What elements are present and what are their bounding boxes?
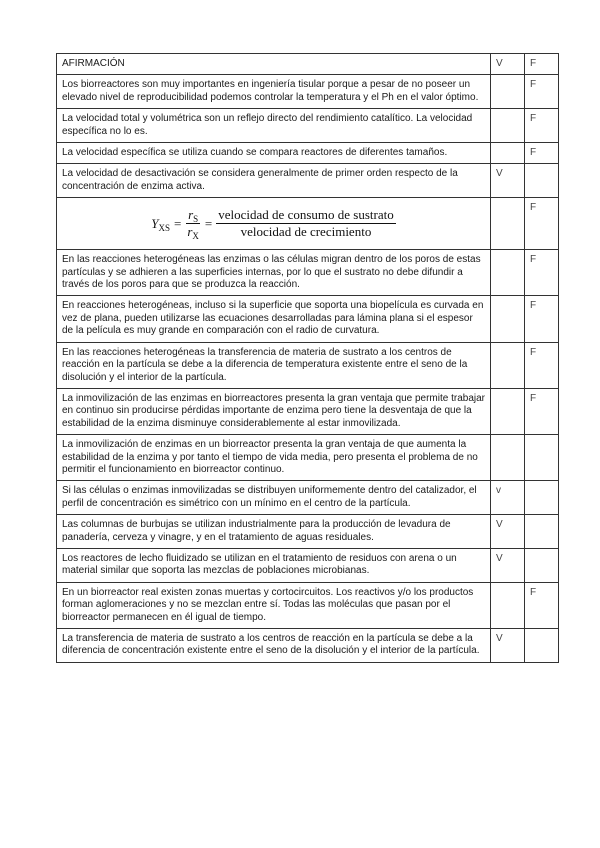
true-mark: V <box>491 164 525 198</box>
table-row <box>57 388 559 434</box>
formula-lhs: $Y_{XS}$ <box>151 215 171 233</box>
header-statement: AFIRMACIÓN <box>57 54 491 75</box>
false-mark: F <box>525 342 559 388</box>
header-true: V <box>491 54 525 75</box>
true-mark <box>491 296 525 342</box>
word-denominator: velocidad de crecimiento <box>240 224 372 240</box>
statement-text: En las reacciones heterogéneas las enzimas o las células migran dentro de los poros de estas partículas y se adhieren a las superficies internas, por lo que el sustrato no debe difundir a través de los poros para que se produzca la reacción. <box>57 250 491 296</box>
true-mark <box>491 75 525 109</box>
table-header-row <box>57 54 559 75</box>
table-row <box>57 342 559 388</box>
false-mark: F <box>525 296 559 342</box>
true-mark: V <box>491 548 525 582</box>
rate-fraction: $\frac{r_S}{r_X}$ <box>187 207 199 242</box>
yield-formula <box>151 207 395 242</box>
statement-text: La transferencia de materia de sustrato a los centros de reacción en la partícula se debe a la diferencia de concentración existente entre el seno de la disolución y el interior de la partícula. <box>57 629 491 663</box>
true-mark <box>491 582 525 628</box>
statement-text: La velocidad total y volumétrica son un reflejo directo del rendimiento catalítico. La velocidad específica no lo es. <box>57 109 491 143</box>
table-row <box>57 515 559 549</box>
statement-text: En reacciones heterogéneas, incluso si la superficie que soporta una biopelícula es curvada en vez de plana, pueden utilizarse las ecuaciones desarrolladas para lámina plana si el espesor de la película es muy grande en comparación con el radio de curvatura. <box>57 296 491 342</box>
false-mark: F <box>525 388 559 434</box>
table-row <box>57 629 559 663</box>
false-mark: F <box>525 143 559 164</box>
true-mark <box>491 435 525 481</box>
statement-text: La velocidad específica se utiliza cuando se compara reactores de diferentes tamaños. <box>57 143 491 164</box>
false-mark <box>525 515 559 549</box>
statement-text: Las columnas de burbujas se utilizan industrialmente para la producción de levadura de panadería, cerveza y vinagre, y en el tratamiento de aguas residuales. <box>57 515 491 549</box>
table-row <box>57 250 559 296</box>
word-fraction <box>216 208 395 239</box>
true-mark <box>491 342 525 388</box>
false-mark: F <box>525 582 559 628</box>
false-mark <box>525 629 559 663</box>
statement-text: La inmovilización de enzimas en un biorreactor presenta la gran ventaja de que aumenta la estabilidad de la enzima y por tanto el tiempo de vida media, pero presenta el problema de no permitir el funcionamiento en biorreactor continuo. <box>57 435 491 481</box>
table-row <box>57 582 559 628</box>
statement-text: En un biorreactor real existen zonas muertas y cortocircuitos. Los reactivos y/o los productos forman aglomeraciones y no se mezclan entre sí. Todas las moléculas que pasan por el biorreactor permanecen en él igual de tiempo. <box>57 582 491 628</box>
true-mark <box>491 198 525 250</box>
statement-text: Los reactores de lecho fluidizado se utilizan en el tratamiento de residuos con arena o un material similar que soporta las mezclas de poblaciones microbianas. <box>57 548 491 582</box>
header-false: F <box>525 54 559 75</box>
table-row <box>57 143 559 164</box>
true-mark: V <box>491 629 525 663</box>
statement-text: La inmovilización de las enzimas en biorreactores presenta la gran ventaja que permite trabajar en continuo sin producirse pérdidas importante de enzima pero tiene la desventaja de que la estabilidad de la enzima disminuye considerablemente al estar inmovilizada. <box>57 388 491 434</box>
false-mark: F <box>525 198 559 250</box>
table-row <box>57 75 559 109</box>
false-mark: F <box>525 109 559 143</box>
true-mark: V <box>491 515 525 549</box>
formula-equals: = <box>174 215 182 231</box>
false-mark: F <box>525 75 559 109</box>
table-row <box>57 296 559 342</box>
false-mark <box>525 164 559 198</box>
false-mark <box>525 548 559 582</box>
word-numerator: velocidad de consumo de sustrato <box>218 207 394 223</box>
formula-equals: = <box>204 215 213 231</box>
statement-text: En las reacciones heterogéneas la transferencia de materia de sustrato a los centros de reacción en la partícula se debe a la diferencia de temperatura existente entre el seno de la disolución y el interior de la partícula. <box>57 342 491 388</box>
true-mark <box>491 143 525 164</box>
table-row <box>57 548 559 582</box>
table-row <box>57 164 559 198</box>
table-row <box>57 109 559 143</box>
true-mark <box>491 250 525 296</box>
false-mark <box>525 481 559 515</box>
true-mark <box>491 109 525 143</box>
false-mark <box>525 435 559 481</box>
statement-text: Los biorreactores son muy importantes en ingeniería tisular porque a pesar de no poseer un elevado nivel de reproducibilidad podemos controlar la temperatura y el Ph en el valor óptimo. <box>57 75 491 109</box>
false-mark: F <box>525 250 559 296</box>
statement-text: La velocidad de desactivación se considera generalmente de primer orden respecto de la concentración de enzima activa. <box>57 164 491 198</box>
table-row <box>57 435 559 481</box>
true-mark: v <box>491 481 525 515</box>
true-false-table <box>56 53 559 663</box>
table-row-formula <box>57 198 559 250</box>
statement-text: Si las células o enzimas inmovilizadas se distribuyen uniformemente dentro del catalizador, el perfil de concentración es simétrico con un mínimo en el centro de la partícula. <box>57 481 491 515</box>
true-mark <box>491 388 525 434</box>
table-row <box>57 481 559 515</box>
formula-cell <box>57 198 491 250</box>
